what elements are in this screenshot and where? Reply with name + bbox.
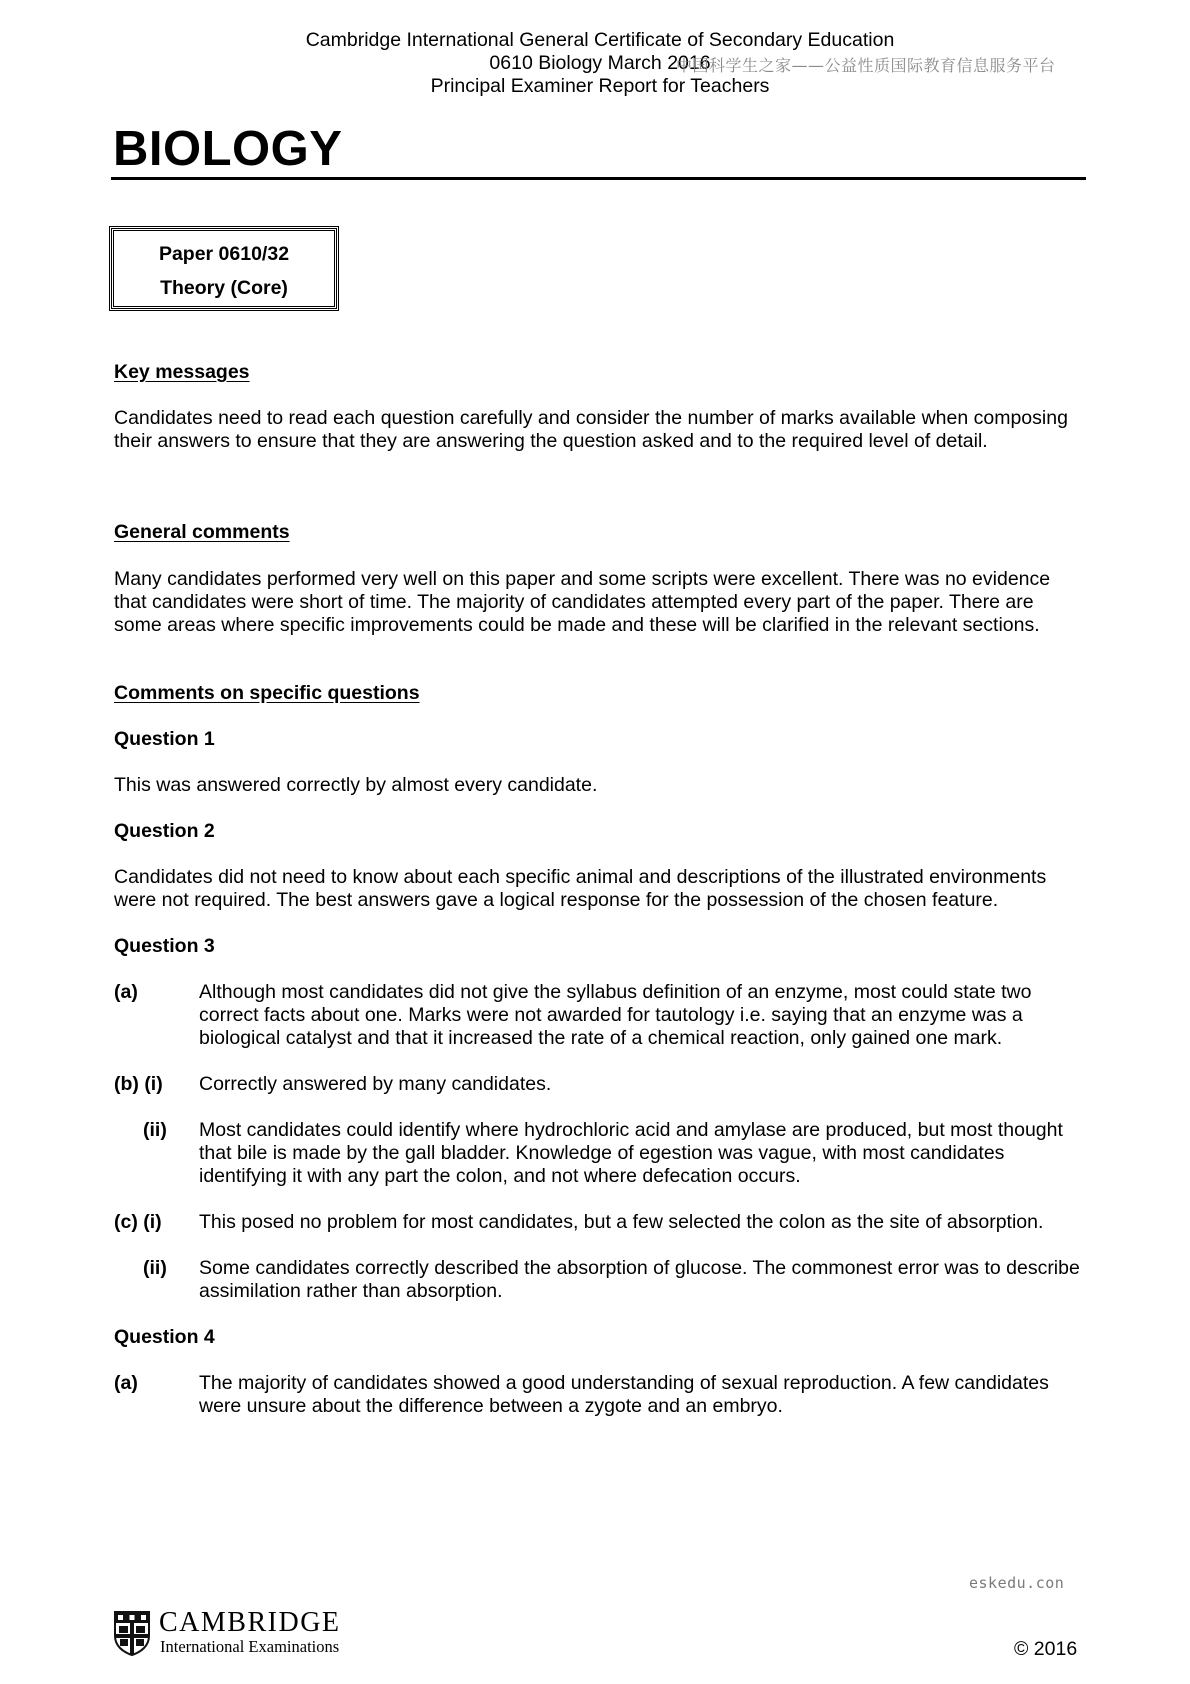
q3-part-c-ii-text: Some candidates correctly described the absorption of glucose. The commonest error was to describe assimilation rather than absorption. (199, 1257, 1080, 1302)
header-line-3: Principal Examiner Report for Teachers (430, 75, 770, 97)
header-line-2: 0610 Biology March 2016 (489, 52, 711, 74)
cambridge-shield-icon (113, 1610, 151, 1656)
question-3-title: Question 3 (114, 935, 215, 957)
q3-part-c-i-text: This posed no problem for most candidates, but a few selected the colon as the site of absorption. (199, 1211, 1044, 1233)
copyright: © 2016 (1014, 1638, 1078, 1660)
title-rule (111, 177, 1086, 180)
paper-number: Paper 0610/32 (158, 243, 290, 265)
general-comments-heading: General comments (114, 521, 290, 543)
subject-title: BIOLOGY (113, 122, 343, 176)
cambridge-logo (113, 1607, 353, 1660)
general-comments-text: Many candidates performed very well on this paper and some scripts were excellent. There was no evidence that candidates were short of time. The majority of candidates attempted every part of the paper. There are some areas where specific improvements could be made and these will be clarified in the relevant sections. (114, 568, 1051, 636)
paper-box (111, 228, 337, 309)
key-messages-heading: Key messages (114, 361, 250, 383)
paper-component: Theory (Core) (160, 277, 288, 299)
logo-subtitle: International Examinations (160, 1637, 340, 1656)
q4-part-a-label: (a) (114, 1372, 138, 1394)
q4-part-a-text: The majority of candidates showed a good understanding of sexual reproduction. A few candidates were unsure about the difference between a zygote and an embryo. (199, 1372, 1049, 1417)
watermark-text: 中国科学生之家——公益性质国际教育信息服务平台 (676, 56, 1056, 75)
q3-part-b-ii-label: (ii) (143, 1119, 167, 1141)
q3-part-b-i-text: Correctly answered by many candidates. (199, 1073, 552, 1095)
question-2-text: Candidates did not need to know about each specific animal and descriptions of the illustrated environments were not required. The best answers gave a logical response for the possession of the chosen feature. (114, 866, 1047, 911)
key-messages-text: Candidates need to read each question carefully and consider the number of marks available when composing their answers to ensure that they are answering the question asked and to the required level of detail. (114, 407, 1068, 452)
question-4-title: Question 4 (114, 1326, 215, 1348)
footer-site-text: eskedu.con (969, 1574, 1065, 1592)
question-2-title: Question 2 (114, 820, 215, 842)
q3-part-c-i-label: (c) (i) (114, 1211, 162, 1233)
logo-name: CAMBRIDGE (159, 1607, 341, 1638)
q3-part-a-label: (a) (114, 981, 138, 1003)
q3-part-b-ii-text: Most candidates could identify where hydrochloric acid and amylase are produced, but most thought that bile is made by the gall bladder. Knowledge of egestion was vague, with most candidates identifying it with any part the colon, and not where defecation occurs. (199, 1119, 1063, 1187)
question-1-title: Question 1 (114, 728, 215, 750)
question-1-text: This was answered correctly by almost every candidate. (114, 774, 598, 796)
q3-part-a-text: Although most candidates did not give the syllabus definition of an enzyme, most could state two correct facts about one. Marks were not awarded for tautology i.e. saying that an enzyme was a biological catalyst and that it increased the rate of a chemical reaction, only gained one mark. (199, 981, 1032, 1049)
q3-part-b-i-label: (b) (i) (114, 1073, 163, 1095)
q3-part-c-ii-label: (ii) (143, 1257, 167, 1279)
header-line-1: Cambridge International General Certificate of Secondary Education (305, 29, 895, 51)
specific-comments-heading: Comments on specific questions (114, 682, 420, 704)
